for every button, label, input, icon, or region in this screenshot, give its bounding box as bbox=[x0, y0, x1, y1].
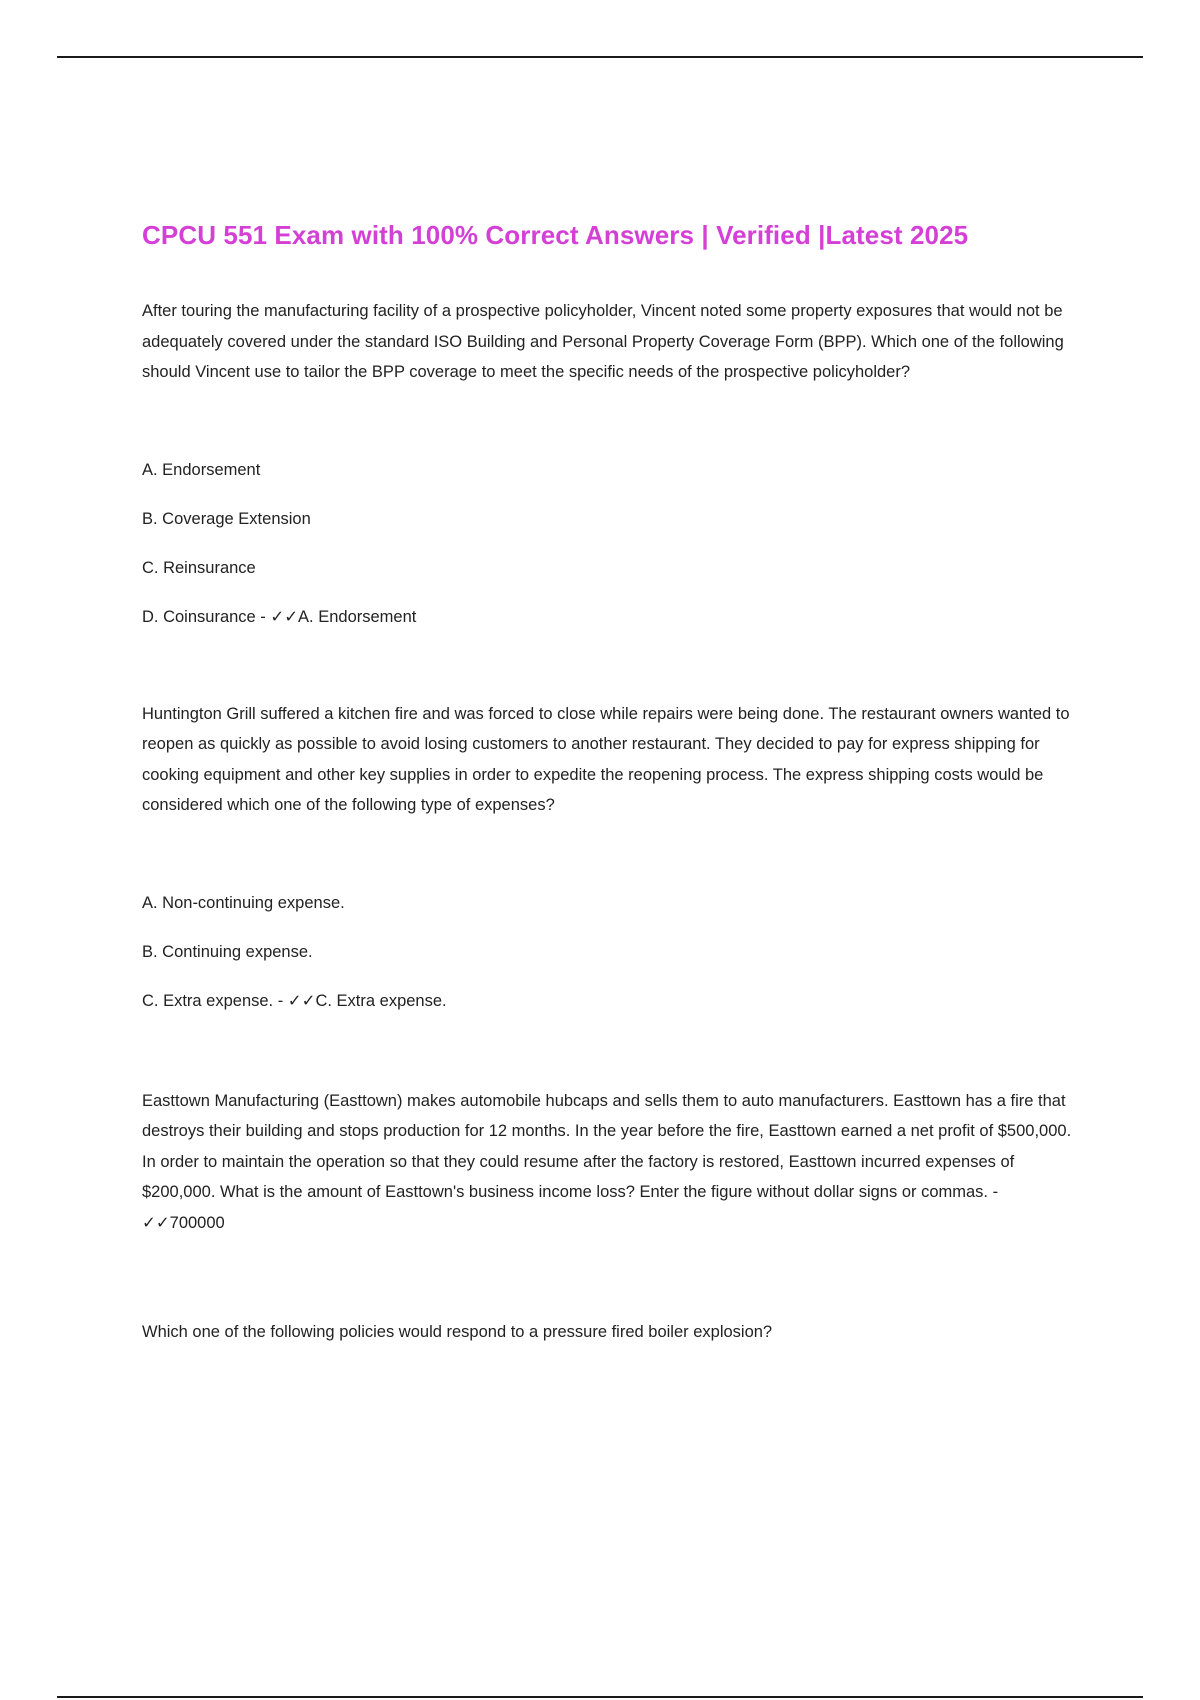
question-1-text: After touring the manufacturing facility of a prospective policyholder, Vincent noted some property exposures that would not be adequately covered under the standard ISO Building and Personal Property Coverage Form (BPP). Which one of the following should Vincent use to tailor the BPP coverage to meet the specific needs of the prospective policyholder? bbox=[142, 302, 1064, 381]
question-2-option-c-answer: C. Extra expense. - ✓✓C. Extra expense. bbox=[142, 991, 447, 1010]
question-2-text: Huntington Grill suffered a kitchen fire and was forced to close while repairs were being done. The restaurant owners wanted to reopen as quickly as possible to avoid losing customers to another restaurant. They decided to pay for express shipping for cooking equipment and other key supplies in order to expedite the reopening process. The express shipping costs would be considered which one of the following type of expenses? bbox=[142, 704, 1070, 814]
question-1-option-d-answer: D. Coinsurance - ✓✓A. Endorsement bbox=[142, 607, 417, 626]
footer-rule bbox=[57, 1696, 1143, 1698]
question-1-option-b: B. Coverage Extension bbox=[142, 509, 311, 528]
question-4-text: Which one of the following policies would respond to a pressure fired boiler explosion? bbox=[142, 1323, 773, 1341]
question-1-option-c: C. Reinsurance bbox=[142, 558, 256, 577]
document-body bbox=[142, 215, 1072, 1348]
question-3-text: Easttown Manufacturing (Easttown) makes automobile hubcaps and sells them to auto manufacturers. Easttown has a fire that destroys their building and stops production for 12 months. In the year before the fire, Easttown earned a net profit of $500,000. In order to maintain the operation so that they could resume after the factory is restored, Easttown incurred expenses of $200,000. What is the amount of Easttown's business income loss? Enter the figure without dollar signs or commas. - ✓✓700000 bbox=[142, 1091, 1072, 1232]
question-2-option-b: B. Continuing expense. bbox=[142, 942, 313, 961]
page-title: CPCU 551 Exam with 100% Correct Answers | Verified |Latest 2025 bbox=[142, 220, 969, 250]
header-rule bbox=[57, 56, 1143, 58]
question-1-option-a: A. Endorsement bbox=[142, 460, 261, 479]
question-2-option-a: A. Non-continuing expense. bbox=[142, 893, 345, 912]
